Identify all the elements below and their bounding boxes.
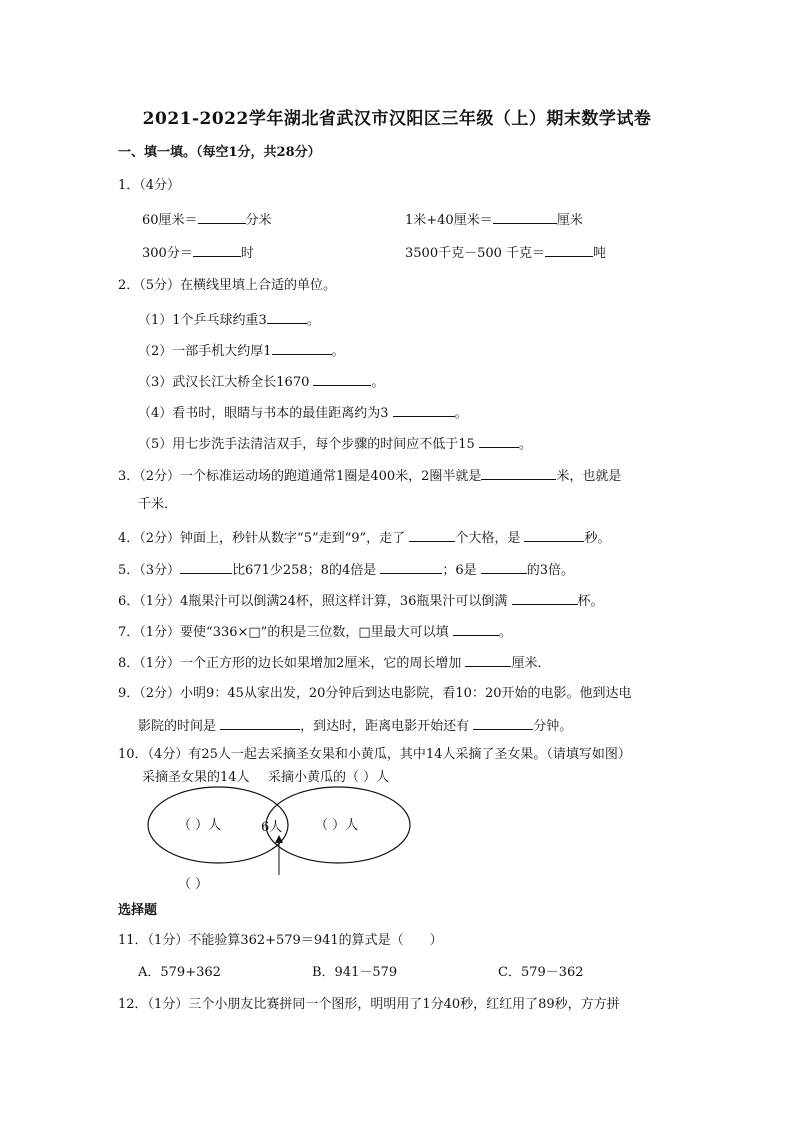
- q1-c-unit: 时: [240, 246, 254, 261]
- option-a[interactable]: A．579+362: [138, 965, 221, 980]
- answer-blank[interactable]: [409, 528, 455, 542]
- q2-end: 。: [371, 375, 385, 390]
- q6-text: 6．（1分）4瓶果汁可以倒满24杯，照这样计算，36瓶果汁可以倒满: [118, 594, 512, 609]
- q2-end: 。: [331, 344, 345, 359]
- option-c[interactable]: C．579－362: [498, 965, 584, 980]
- q1-a-text: 60厘米＝: [142, 213, 198, 228]
- q2-i1-text: （1）1个乒乓球约重3: [138, 313, 267, 328]
- answer-blank[interactable]: [481, 560, 527, 574]
- question-10-line-1: 10．（4分）有25人一起去采摘圣女果和小黄瓜，其中14人采摘了圣女果。（请填写如图）: [118, 747, 631, 762]
- question-8: [118, 653, 550, 673]
- answer-blank[interactable]: [512, 591, 578, 605]
- question-2-item-3: [138, 372, 384, 392]
- q5-text: 5．（3分）: [118, 563, 181, 578]
- question-7: [118, 622, 512, 642]
- question-4: [118, 528, 610, 548]
- q8-text: 8．（1分）一个正方形的边长如果增加2厘米，它的周长增加: [118, 656, 466, 671]
- answer-blank[interactable]: [313, 372, 371, 386]
- q2-i4-text: （4）看书时，眼睛与书本的最佳距离约为3: [138, 406, 389, 421]
- page-title: 2021-2022学年湖北省武汉市汉阳区三年级（上）期末数学试卷: [142, 109, 652, 129]
- question-5: [118, 560, 574, 580]
- question-1-d: [405, 243, 606, 263]
- venn-answer-blank[interactable]: （ ）: [178, 877, 209, 892]
- center-region-label: 6人: [261, 820, 283, 835]
- answer-blank[interactable]: [193, 243, 241, 257]
- q2-i2-text: （2）一部手机大约厚1: [138, 344, 272, 359]
- question-3-line-2: 千米．: [138, 497, 178, 512]
- question-2-item-4: [138, 403, 468, 423]
- q9-text: 影院的时间是: [138, 719, 221, 734]
- label-left: 采摘圣女果的14人: [142, 770, 250, 785]
- q1-d-text: 3500千克－500 千克＝: [405, 246, 546, 261]
- answer-blank[interactable]: [524, 528, 584, 542]
- question-2-head: 2．（5分）在横线里填上合适的单位。: [118, 278, 337, 293]
- question-6: [118, 591, 604, 611]
- question-2-item-2: [138, 341, 345, 361]
- q2-end: 。: [454, 406, 468, 421]
- answer-blank[interactable]: [393, 403, 455, 417]
- answer-blank[interactable]: [465, 653, 511, 667]
- answer-blank[interactable]: [380, 560, 442, 574]
- answer-blank[interactable]: [272, 341, 332, 355]
- q2-end: 。: [518, 437, 532, 452]
- answer-blank[interactable]: [180, 560, 232, 574]
- left-region-label: （ ）人: [178, 818, 222, 833]
- q1-c-text: 300分＝: [142, 246, 193, 261]
- q9-text-mid: ，到达时，距离电影开始还有: [300, 719, 474, 734]
- question-1-head: 1．（4分）: [118, 178, 181, 193]
- label-right: 采摘小黄瓜的（ ）人: [268, 770, 390, 785]
- question-1-b: [405, 210, 583, 230]
- q7-text: 7．（1分）要使“336×□”的积是三位数，□里最大可以填: [118, 625, 453, 640]
- q2-end: 。: [306, 313, 320, 328]
- answer-blank[interactable]: [267, 310, 307, 324]
- q5-text-post: 的3倍。: [526, 563, 575, 578]
- question-3: [118, 466, 621, 486]
- q1-b-text: 1米+40厘米＝: [405, 213, 493, 228]
- answer-blank[interactable]: [545, 243, 593, 257]
- option-b[interactable]: B．941－579: [312, 965, 398, 980]
- answer-blank[interactable]: [479, 434, 519, 448]
- q9-text-post: 分钟。: [533, 719, 573, 734]
- q8-text-post: 厘米．: [511, 656, 551, 671]
- answer-blank[interactable]: [493, 210, 557, 224]
- q5-text-2: ；6是: [442, 563, 481, 578]
- q2-i3-text: （3）武汉长江大桥全长1670: [138, 375, 310, 390]
- answer-blank[interactable]: [220, 716, 300, 730]
- q1-b-unit: 厘米: [556, 213, 583, 228]
- q1-a-unit: 分米: [245, 213, 272, 228]
- question-2-item-1: [138, 310, 320, 330]
- question-11-head: 11．（1分）不能验算362+579＝941的算式是（ ）: [118, 933, 443, 948]
- q3-text-mid: 米，也就是: [556, 469, 622, 484]
- q3-text: 3．（2分）一个标准运动场的跑道通常1圈是400米，2圈半就是: [118, 469, 482, 484]
- q7-text-post: 。: [498, 625, 512, 640]
- answer-blank[interactable]: [198, 210, 246, 224]
- q2-i5-text: （5）用七步洗手法清洁双手，每个步骤的时间应不低于15: [138, 437, 475, 452]
- q1-d-unit: 吨: [593, 246, 607, 261]
- section-heading-choice: 选择题: [118, 903, 158, 918]
- answer-blank[interactable]: [473, 716, 533, 730]
- arrow-head: [275, 835, 283, 843]
- q4-text: 4．（2分）钟面上，秒针从数字“5”走到“9”，走了: [118, 531, 410, 546]
- q4-text-mid: 个大格，是: [455, 531, 525, 546]
- question-1-a: [142, 210, 272, 230]
- question-12-line-1: 12．（1分）三个小朋友比赛拼同一个图形，明明用了1分40秒，红红用了89秒，方方拼: [118, 997, 620, 1012]
- right-region-label: （ ）人: [315, 818, 359, 833]
- question-1-c: [142, 243, 254, 263]
- answer-blank[interactable]: [481, 466, 556, 480]
- section-heading-fill: 一、填一填。（每空1分，共28分）: [118, 145, 321, 160]
- q6-text-post: 杯。: [577, 594, 604, 609]
- question-9-line-2: [138, 716, 572, 736]
- answer-blank[interactable]: [453, 622, 499, 636]
- question-2-item-5: [138, 434, 532, 454]
- q4-text-post: 秒。: [584, 531, 611, 546]
- question-9-line-1: 9．（2分）小明9：45从家出发，20分钟后到达电影院，看10：20开始的电影。他到达电: [118, 686, 632, 701]
- q5-text-1: 比671少258；8的4倍是: [232, 563, 381, 578]
